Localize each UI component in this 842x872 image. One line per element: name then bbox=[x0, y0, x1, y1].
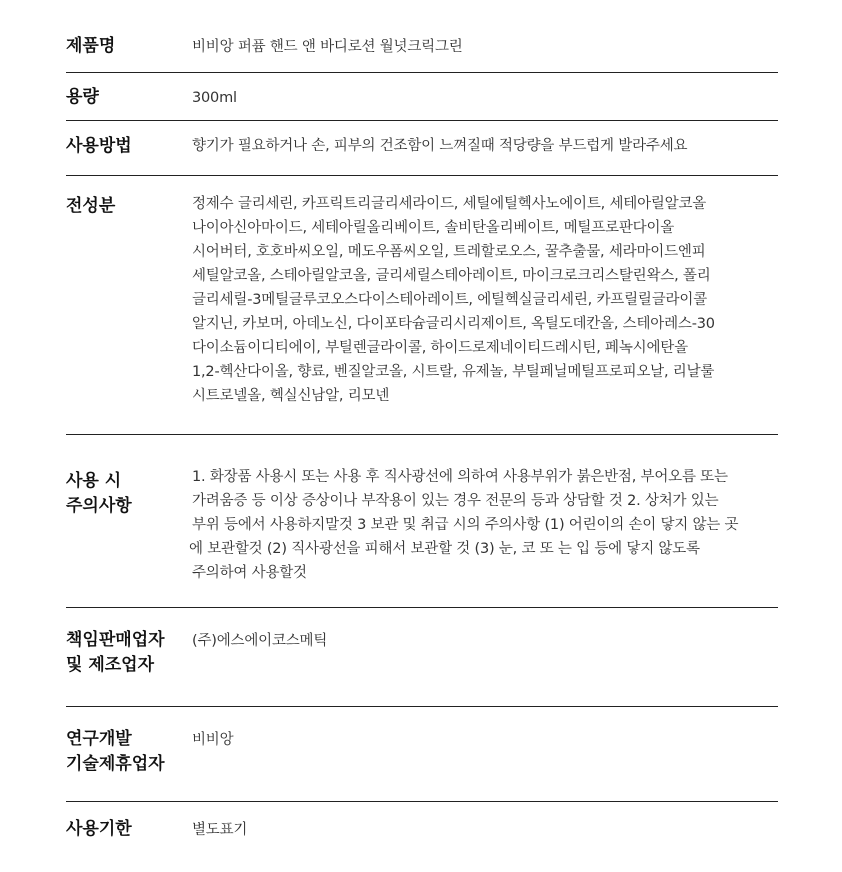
ingredients-line: 시어버터, 호호바씨오일, 메도우폼씨오일, 트레할로오스, 꿀추출물, 세라마이드엔피 bbox=[192, 244, 706, 260]
row-label: 사용기한 bbox=[66, 819, 132, 839]
precautions-line: 주의하여 사용할것 bbox=[192, 565, 307, 581]
row-value: (주)에스에이코스메틱 bbox=[192, 633, 328, 649]
ingredients-line: 세틸알코올, 스테아릴알코올, 글리세릴스테아레이트, 마이크로크리스탈린왁스, 폴리 bbox=[192, 268, 711, 284]
ingredients-line: 나이아신아마이드, 세테아릴올리베이트, 솔비탄올리베이트, 메틸프로판다이올 bbox=[192, 220, 675, 236]
precautions-line: 에 보관할것 (2) 직사광선을 피해서 보관할 것 (3) 눈, 코 또 는 입 등에 닿지 않도록 bbox=[189, 541, 700, 557]
ingredients-line: 시트로넬올, 헥실신남알, 리모넨 bbox=[192, 388, 390, 404]
row-value: 비비앙 퍼퓸 핸드 앤 바디로션 월넛크릭그린 bbox=[192, 39, 463, 55]
row-label: 책임판매업자 및 제조업자 bbox=[66, 630, 165, 675]
precautions-line: 1. 화장품 사용시 또는 사용 후 직사광선에 의하여 사용부위가 붉은반점, 부어오름 또는 bbox=[192, 469, 728, 485]
row-value: 비비앙 bbox=[192, 732, 234, 748]
row-rnd-partner bbox=[66, 707, 778, 802]
row-expiry bbox=[66, 802, 778, 862]
row-value bbox=[192, 192, 798, 408]
row-value bbox=[189, 465, 798, 585]
row-value: 향기가 필요하거나 손, 피부의 건조함이 느껴질때 적당량을 부드럽게 발라주세요 bbox=[192, 138, 688, 154]
row-value: 300ml bbox=[192, 90, 237, 106]
row-label: 사용 시 주의사항 bbox=[66, 471, 132, 516]
ingredients-line: 정제수 글리세린, 카프릭트리글리세라이드, 세틸에틸헥사노에이트, 세테아릴알코올 bbox=[192, 196, 707, 212]
ingredients-line: 다이소듐이디티에이, 부틸렌글라이콜, 하이드로제네이티드레시틴, 페녹시에탄올 bbox=[192, 340, 688, 356]
precautions-line: 부위 등에서 사용하지말것 3 보관 및 취급 시의 주의사항 (1) 어린이의 손이 닿지 않는 곳 bbox=[192, 517, 739, 533]
precautions-line: 가려움증 등 이상 증상이나 부작용이 있는 경우 전문의 등과 상담할 것 2. 상처가 있는 bbox=[192, 493, 719, 509]
row-manufacturer bbox=[66, 608, 778, 707]
row-label: 전성분 bbox=[66, 196, 116, 216]
product-info-table bbox=[66, 22, 778, 862]
row-label: 제품명 bbox=[66, 36, 116, 56]
row-product-name bbox=[66, 22, 778, 73]
ingredients-line: 글리세릴-3메틸글루코오스다이스테아레이트, 에틸헥실글리세린, 카프릴릴글라이콜 bbox=[192, 292, 707, 308]
row-label: 사용방법 bbox=[66, 136, 132, 156]
ingredients-line: 1,2-헥산다이올, 향료, 벤질알코올, 시트랄, 유제놀, 부틸페닐메틸프로피오날, 리날룰 bbox=[192, 364, 715, 380]
row-capacity bbox=[66, 73, 778, 121]
row-precautions bbox=[66, 435, 778, 608]
ingredients-line: 알지닌, 카보머, 아데노신, 다이포타슘글리시리제이트, 옥틸도데칸올, 스테아레스-30 bbox=[192, 316, 715, 332]
row-label: 용량 bbox=[66, 87, 99, 107]
row-label: 연구개발 기술제휴업자 bbox=[66, 729, 165, 774]
row-usage bbox=[66, 121, 778, 176]
row-value: 별도표기 bbox=[192, 822, 248, 838]
row-ingredients bbox=[66, 176, 778, 435]
